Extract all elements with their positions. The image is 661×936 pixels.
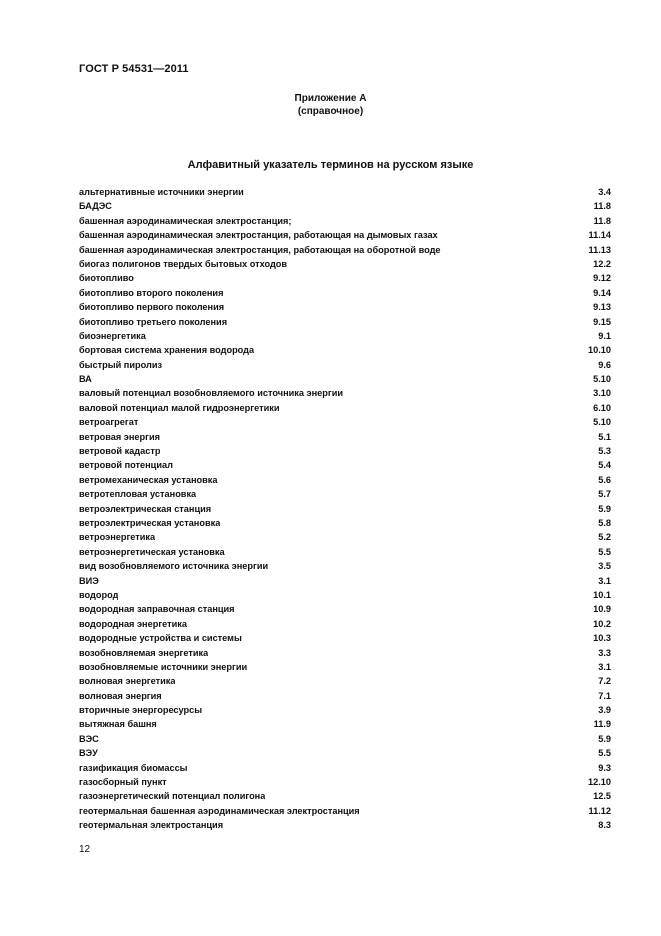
index-term: биотопливо второго поколения (79, 287, 224, 298)
index-entry (79, 746, 611, 760)
index-term: геотермальная башенная аэродинамическая электростанция (79, 805, 360, 816)
index-ref: 9.12 (593, 273, 611, 284)
index-term: ветровой кадастр (79, 446, 161, 457)
index-entry (79, 185, 611, 199)
index-term: ветроэнергетика (79, 532, 156, 543)
term-index-list (79, 185, 611, 833)
index-ref: 10.9 (593, 604, 611, 615)
index-entry (79, 243, 611, 257)
index-entry (79, 415, 611, 429)
index-ref: 5.5 (598, 546, 611, 557)
index-entry (79, 430, 611, 444)
index-ref: 12.10 (588, 777, 611, 788)
index-ref: 12.5 (593, 791, 611, 802)
index-entry (79, 818, 611, 832)
index-entry (79, 372, 611, 386)
index-ref: 5.3 (598, 446, 611, 457)
index-entry (79, 775, 611, 789)
index-entry (79, 588, 611, 602)
index-ref: 5.9 (598, 733, 611, 744)
index-entry (79, 804, 611, 818)
index-ref: 10.1 (593, 589, 611, 600)
index-ref: 5.2 (598, 532, 611, 543)
index-term: вытяжная башня (79, 719, 157, 730)
index-ref: 3.10 (593, 388, 611, 399)
index-term: башенная аэродинамическая электростанция; (79, 215, 292, 226)
index-ref: 5.10 (593, 417, 611, 428)
index-term: возобновляемая энергетика (79, 647, 209, 658)
index-ref: 7.1 (598, 690, 611, 701)
index-entry (79, 487, 611, 501)
index-ref: 8.3 (598, 820, 611, 831)
index-ref: 11.8 (593, 201, 611, 212)
index-entry (79, 631, 611, 645)
index-entry (79, 286, 611, 300)
index-entry (79, 444, 611, 458)
index-ref: 7.2 (598, 676, 611, 687)
index-term: волновая энергетика (79, 676, 176, 687)
index-term: альтернативные источники энергии (79, 187, 244, 197)
index-ref: 5.5 (598, 748, 611, 759)
index-ref: 6.10 (593, 402, 611, 413)
index-entry (79, 257, 611, 271)
index-ref: 5.1 (598, 431, 611, 442)
index-ref: 5.4 (598, 460, 611, 471)
index-ref: 9.14 (593, 287, 611, 298)
index-term: бортовая система хранения водорода (79, 345, 255, 356)
index-entry (79, 343, 611, 357)
index-ref: 3.1 (598, 661, 611, 672)
index-term: вид возобновляемого источника энергии (79, 561, 269, 572)
index-term: биотопливо (79, 273, 134, 284)
index-entry (79, 473, 611, 487)
index-ref: 3.3 (598, 647, 611, 658)
index-ref: 5.6 (598, 474, 611, 485)
index-term: валовый потенциал возобновляемого источника энергии (79, 388, 343, 399)
page-number: 12 (79, 844, 91, 855)
index-term: биотопливо третьего поколения (79, 316, 228, 327)
index-entry (79, 329, 611, 343)
index-entry (79, 559, 611, 573)
index-term: газосборный пункт (79, 777, 167, 788)
index-term: водород (79, 589, 119, 600)
index-entry (79, 199, 611, 213)
index-ref: 5.9 (598, 503, 611, 514)
index-ref: 3.4 (598, 187, 611, 197)
index-term: ветроэнергетическая установка (79, 546, 225, 557)
index-entry (79, 228, 611, 242)
index-entry (79, 732, 611, 746)
index-ref: 3.1 (598, 575, 611, 586)
index-ref: 11.12 (588, 805, 611, 816)
index-entry (79, 674, 611, 688)
index-term: водородная заправочная станция (79, 604, 235, 615)
index-term: биотопливо первого поколения (79, 302, 225, 313)
index-ref: 5.7 (598, 489, 611, 500)
index-entry (79, 516, 611, 530)
index-term: ВИЭ (79, 575, 99, 586)
index-term: газоэнергетический потенциал полигона (79, 791, 266, 802)
index-entry (79, 717, 611, 731)
index-entry (79, 358, 611, 372)
index-term: БАДЭС (79, 201, 112, 212)
index-ref: 3.5 (598, 561, 611, 572)
index-ref: 10.3 (593, 633, 611, 644)
annex-title: Приложение А (294, 93, 367, 104)
index-term: башенная аэродинамическая электростанция, работающая на оборотной воде (79, 244, 441, 255)
index-ref: 9.15 (593, 316, 611, 327)
index-entry (79, 646, 611, 660)
index-entry (79, 689, 611, 703)
index-term: ветроагрегат (79, 417, 139, 428)
index-term: ветромеханическая установка (79, 474, 218, 485)
index-ref: 9.13 (593, 302, 611, 313)
index-term: геотермальная электростанция (79, 820, 224, 831)
index-term: валовой потенциал малой гидроэнергетики (79, 402, 280, 413)
standard-designation: ГОСТ Р 54531—2011 (79, 63, 189, 75)
index-term: ветротепловая установка (79, 489, 197, 500)
index-term: ВЭУ (79, 748, 98, 759)
index-entry (79, 214, 611, 228)
index-term: волновая энергия (79, 690, 162, 701)
index-entry (79, 602, 611, 616)
index-entry (79, 574, 611, 588)
annex-subtitle: (справочное) (297, 106, 364, 117)
index-entry (79, 502, 611, 516)
index-ref: 11.13 (588, 244, 611, 255)
index-entry (79, 617, 611, 631)
index-ref: 12.2 (593, 258, 611, 269)
index-entry (79, 315, 611, 329)
index-term: башенная аэродинамическая электростанция, работающая на дымовых газах (79, 230, 438, 241)
index-entry (79, 545, 611, 559)
index-term: вторичные энергоресурсы (79, 705, 203, 716)
index-term: биогаз полигонов твердых бытовых отходов (79, 258, 288, 269)
index-term: ветровая энергия (79, 431, 160, 442)
index-term: ВА (79, 374, 92, 385)
index-term: водородная энергетика (79, 618, 187, 629)
index-ref: 11.14 (588, 230, 611, 241)
index-term: биоэнергетика (79, 330, 146, 341)
index-entry (79, 300, 611, 314)
index-entry (79, 530, 611, 544)
index-term: быстрый пиролиз (79, 359, 163, 370)
index-entry (79, 386, 611, 400)
index-entry (79, 789, 611, 803)
index-ref: 5.10 (593, 374, 611, 385)
index-entry (79, 660, 611, 674)
index-term: ветроэлектрическая установка (79, 517, 221, 528)
index-entry (79, 761, 611, 775)
index-ref: 5.8 (598, 517, 611, 528)
index-entry (79, 458, 611, 472)
index-term: газификация биомассы (79, 762, 188, 773)
index-ref: 10.10 (588, 345, 611, 356)
index-ref: 9.1 (598, 330, 611, 341)
index-entry (79, 271, 611, 285)
index-entry (79, 703, 611, 717)
index-ref: 9.3 (598, 762, 611, 773)
index-term: ветроэлектрическая станция (79, 503, 212, 514)
index-ref: 11.9 (593, 719, 611, 730)
index-term: возобновляемые источники энергии (79, 661, 248, 672)
index-term: водородные устройства и системы (79, 633, 242, 644)
index-title: Алфавитный указатель терминов на русском языке (187, 159, 474, 171)
index-term: ВЭС (79, 733, 99, 744)
index-term: ветровой потенциал (79, 460, 173, 471)
index-ref: 9.6 (598, 359, 611, 370)
index-ref: 10.2 (593, 618, 611, 629)
index-ref: 3.9 (598, 705, 611, 716)
index-entry (79, 401, 611, 415)
index-ref: 11.8 (593, 215, 611, 226)
